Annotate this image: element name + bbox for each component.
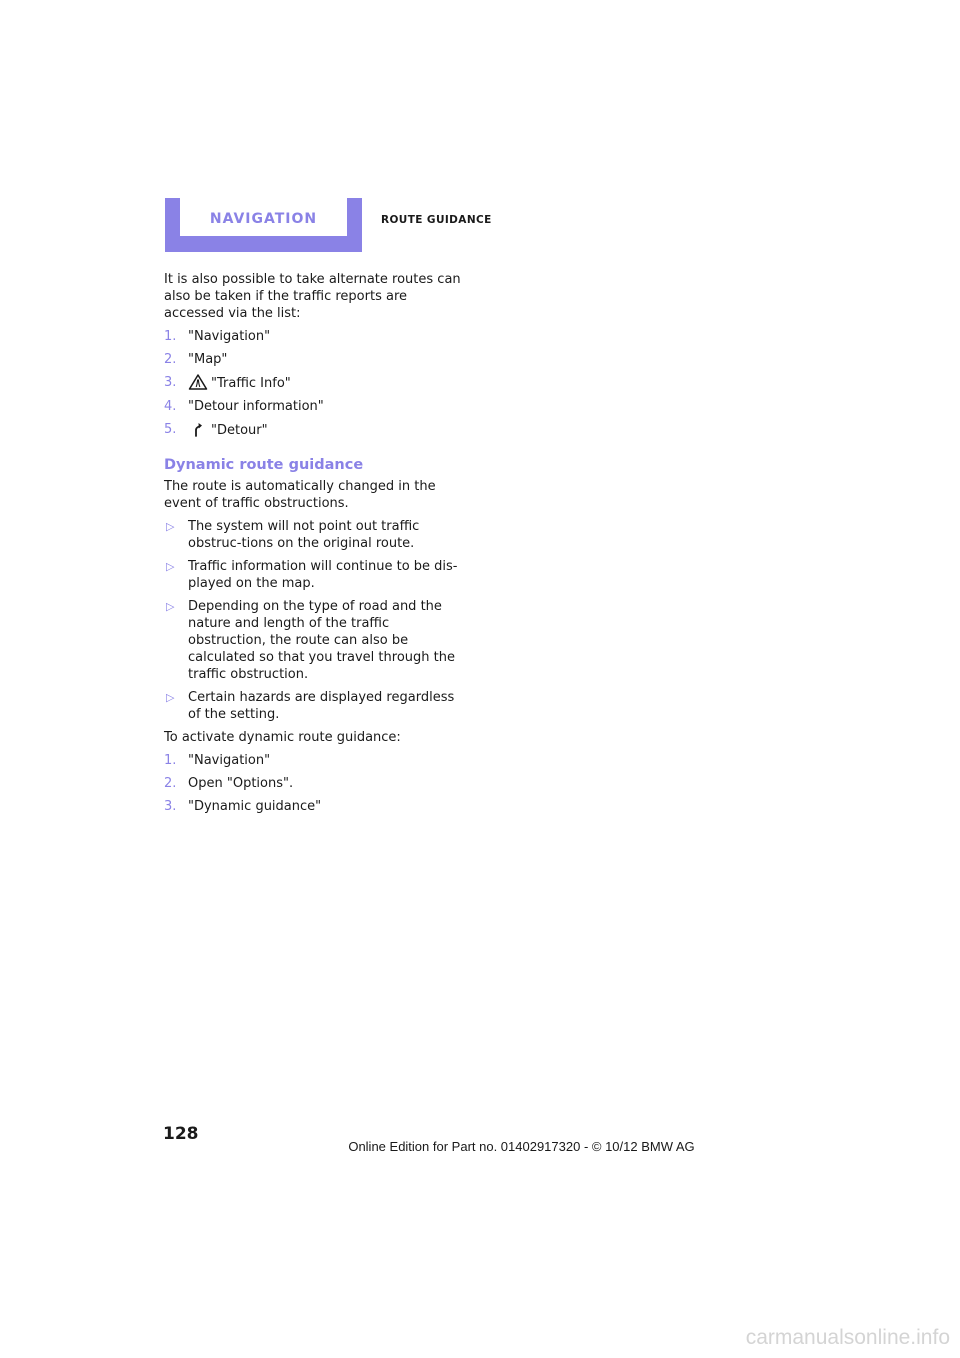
step-text: "Dynamic guidance": [188, 799, 322, 814]
step-text: "Detour": [211, 423, 268, 438]
bullet-triangle-icon: ▷: [166, 560, 175, 573]
step-text: Open "Options".: [188, 776, 294, 791]
page-number: 128: [163, 1124, 199, 1144]
step-number: 5.: [164, 422, 177, 437]
bullet-text: Traffic information will continue to be dis-played on the map.: [188, 559, 458, 591]
list-item: [164, 398, 464, 415]
list-item: [164, 752, 464, 769]
footer-edition: Online Edition for Part no. 01402917320 - © 10/12 BMW AG: [348, 1139, 695, 1154]
activate-paragraph: To activate dynamic route guidance:: [164, 730, 401, 745]
chapter-title: NAVIGATION: [209, 211, 318, 227]
intro-paragraph: It is also possible to take alternate routes can also be taken if the traffic reports are accessed via the list:: [164, 272, 461, 321]
bullet-triangle-icon: ▷: [166, 691, 175, 704]
bullet-triangle-icon: ▷: [166, 520, 175, 533]
list-item: [164, 598, 464, 683]
list-item: [164, 518, 464, 552]
step-number: 3.: [164, 799, 177, 814]
list-item: [164, 689, 464, 723]
list-item: [164, 374, 464, 392]
bullet-text: Depending on the type of road and the nature and length of the traffic obstruction, the route can also be calculated so that you travel through the traffic obstruction.: [188, 599, 455, 682]
section-header: ROUTE GUIDANCE: [381, 214, 492, 226]
list-item: [164, 798, 464, 815]
steps-list-2: [164, 752, 464, 815]
step-number: 4.: [164, 399, 177, 414]
bullet-triangle-icon: ▷: [166, 600, 175, 613]
bullet-text: Certain hazards are displayed regardless of the setting.: [188, 690, 455, 722]
steps-list-1: [164, 328, 464, 439]
list-item: [164, 328, 464, 345]
section-intro: The route is automatically changed in the event of traffic obstructions.: [164, 479, 436, 511]
chapter-tab: [165, 198, 362, 252]
step-text: "Traffic Info": [211, 376, 291, 391]
list-item: [164, 775, 464, 792]
step-text: "Detour information": [188, 399, 324, 414]
list-item: [164, 558, 464, 592]
step-text: "Map": [188, 352, 228, 367]
bullet-list: [164, 518, 464, 723]
main-content: [164, 271, 464, 815]
step-number: 1.: [164, 753, 177, 768]
detour-arrow-icon: [188, 421, 208, 437]
step-text: "Navigation": [188, 753, 271, 768]
step-number: 2.: [164, 352, 177, 367]
watermark: carmanualsonline.info: [745, 1326, 950, 1349]
list-item: [164, 351, 464, 368]
step-number: 3.: [164, 375, 177, 390]
step-number: 1.: [164, 329, 177, 344]
bullet-text: The system will not point out traffic obstruc-tions on the original route.: [188, 519, 420, 551]
section-title: Dynamic route guidance: [164, 457, 364, 473]
list-item: [164, 421, 464, 439]
step-number: 2.: [164, 776, 177, 791]
step-text: "Navigation": [188, 329, 271, 344]
traffic-warning-icon: [188, 374, 208, 390]
chapter-tab-inner: [180, 198, 347, 237]
